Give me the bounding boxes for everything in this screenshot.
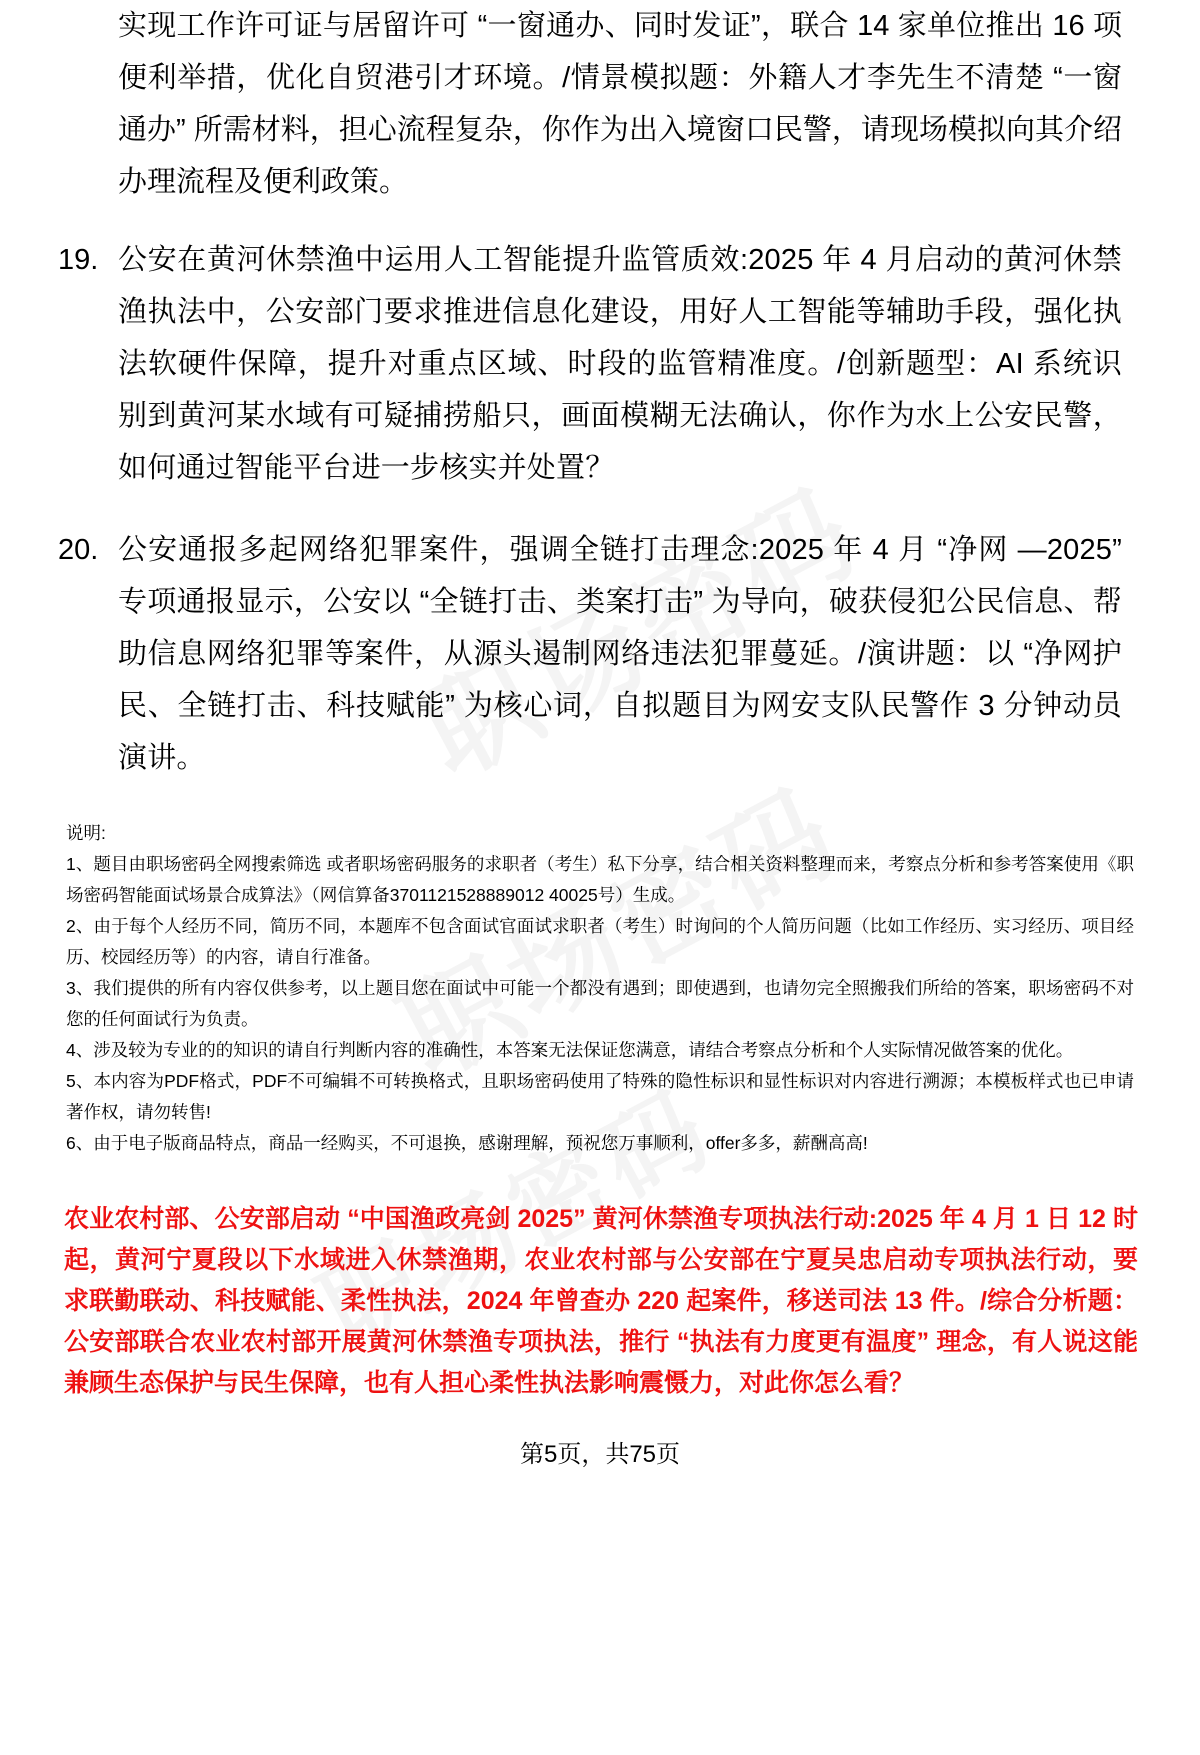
note-item: 1、题目由职场密码全网搜索筛选 或者职场密码服务的求职者（考生）私下分享，结合相关资料整理而来，考察点分析和参考答案使用《职场密码智能面试场景合成算法》（网信算备3701121528889012 40025号）生成。 <box>66 854 1134 905</box>
question-text: 公安通报多起网络犯罪案件，强调全链打击理念:2025 年 4 月 “净网 —2025” 专项通报显示，公安以 “全链打击、类案打击” 为导向，破获侵犯公民信息、帮助信息网络犯罪等案件，从源头遏制网络违法犯罪蔓延。/演讲题：以 “净网护民、全链打击、科技赋能” 为核心词，自拟题目为网安支队民警作 3 分钟动员演讲。 <box>118 534 1122 774</box>
question-number: 19. <box>58 244 99 276</box>
note-item: 2、由于每个人经历不同，简历不同，本题库不包含面试官面试求职者（考生）时询问的个人简历问题（比如工作经历、实习经历、项目经历、校园经历等）的内容，请自行准备。 <box>66 916 1134 967</box>
continued-paragraph: 实现工作许可证与居留许可 “一窗通办、同时发证”，联合 14 家单位推出 16 项便利举措，优化自贸港引才环境。/情景模拟题：外籍人才李先生不清楚 “一窗通办” 所需材料，担心流程复杂，你作为出入境窗口民警，请现场模拟向其介绍办理流程及便利政策。 <box>118 10 1122 198</box>
note-item: 3、我们提供的所有内容仅供参考，以上题目您在面试中可能一个都没有遇到；即使遇到，也请勿完全照搬我们所给的答案，职场密码不对您的任何面试行为负责。 <box>66 978 1134 1029</box>
question-item-20 <box>56 524 1122 784</box>
note-item: 4、涉及较为专业的的知识的请自行判断内容的准确性，本答案无法保证您满意，请结合考察点分析和个人实际情况做答案的优化。 <box>66 1040 1074 1060</box>
note-item: 6、由于电子版商品特点，商品一经购买，不可退换，感谢理解，预祝您万事顺利，offer多多，薪酬高高! <box>66 1133 868 1153</box>
notes-heading: 说明: <box>66 823 106 843</box>
question-number: 20. <box>58 534 99 566</box>
highlight-paragraph: 农业农村部、公安部启动 “中国渔政亮剑 2025” 黄河休禁渔专项执法行动:2025 年 4 月 1 日 12 时起，黄河宁夏段以下水域进入休禁渔期，农业农村部与公安部在宁夏吴忠启动专项执法行动，要求联勤联动、科技赋能、柔性执法，2024 年曾查办 220 起案件，移送司法 13 件。/综合分析题：公安部联合农业农村部开展黄河休禁渔专项执法，推行 “执法有力度更有温度” 理念，有人说这能兼顾生态保护与民生保障，也有人担心柔性执法影响震慑力，对此你怎么看？ <box>64 1205 1138 1397</box>
page-footer: 第5页，共75页 <box>519 1441 681 1468</box>
note-item: 5、本内容为PDF格式，PDF不可编辑不可转换格式，且职场密码使用了特殊的隐性标识和显性标识对内容进行溯源；本模板样式也已申请著作权，请勿转售! <box>66 1071 1134 1122</box>
notes-section <box>0 818 1200 1159</box>
question-text: 公安在黄河休禁渔中运用人工智能提升监管质效:2025 年 4 月启动的黄河休禁渔执法中，公安部门要求推进信息化建设，用好人工智能等辅助手段，强化执法软硬件保障，提升对重点区域、时段的监管精准度。/创新题型：AI 系统识别到黄河某水域有可疑捕捞船只，画面模糊无法确认，你作为水上公安民警，如何通过智能平台进一步核实并处置？ <box>118 244 1122 484</box>
document-body <box>0 0 1200 784</box>
question-item-19 <box>56 234 1122 494</box>
